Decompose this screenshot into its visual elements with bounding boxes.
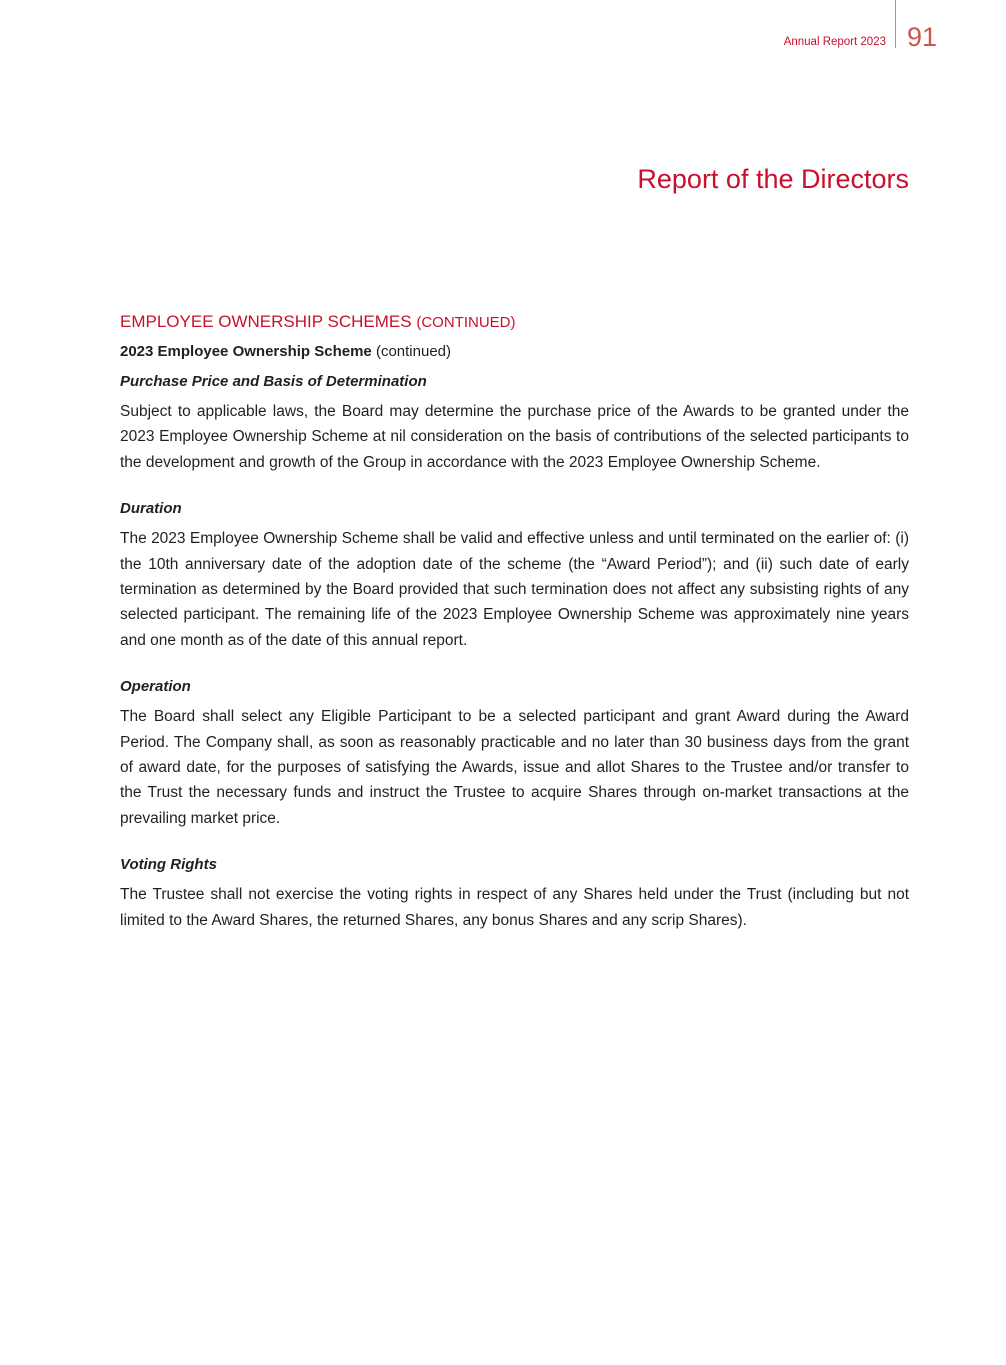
topic-paragraph: Subject to applicable laws, the Board may determine the purchase price of the Awards to be granted under the 2023 Employee Ownership Scheme at nil consideration on the basis of contributions of the selected participants to the development and growth of the Group in accordance with the 2023 Employee Ownership Scheme. <box>120 403 909 471</box>
topic-duration <box>120 498 909 653</box>
report-label: Annual Report 2023 <box>783 36 886 48</box>
topic-title: Purchase Price and Basis of Determination <box>120 373 427 390</box>
page-title: Report of the Directors <box>637 164 909 194</box>
topic-paragraph: The Board shall select any Eligible Participant to be a selected participant and grant Award during the Award Period. The Company shall, as soon as reasonably practicable and no later than 30 business days from the grant of award date, for the purposes of satisfying the Awards, issue and allot Shares to the Trustee and/or transfer to the Trust the necessary funds and instruct the Trustee to acquire Shares through on-market transactions at the prevailing market price. <box>120 708 909 827</box>
topic-purchase-price <box>120 371 909 475</box>
topic-title: Operation <box>120 678 191 696</box>
spacer <box>120 653 909 676</box>
scheme-subheading <box>120 341 909 363</box>
page-number: 91 <box>907 22 938 52</box>
spacer <box>120 831 909 854</box>
scheme-subheading-suffix: (continued) <box>375 343 451 360</box>
scheme-subheading-text: 2023 Employee Ownership Scheme <box>120 343 372 360</box>
section-heading <box>120 311 909 334</box>
spacer <box>120 475 909 498</box>
section-heading-text: EMPLOYEE OWNERSHIP SCHEMES <box>120 312 412 331</box>
topic-title: Duration <box>120 500 182 518</box>
topic-paragraph: The 2023 Employee Ownership Scheme shall be valid and effective unless and until terminated on the earlier of: (i) the 10th anniversary date of the adoption date of the scheme (the “Award Period”); and (ii) such date of early termination as determined by the Board provided that such termination does not affect any subsisting rights of any selected participant. The remaining life of the 2023 Employee Ownership Scheme was approximately nine years and one month as of the date of this annual report. <box>120 530 909 649</box>
main-content <box>120 311 909 933</box>
topic-paragraph: The Trustee shall not exercise the voting rights in respect of any Shares held under the Trust (including but not limited to the Award Shares, the returned Shares, any bonus Shares and any scrip Shares). <box>120 886 909 929</box>
topic-voting-rights <box>120 854 909 933</box>
header-divider <box>895 0 896 48</box>
topic-operation <box>120 676 909 831</box>
topic-title: Voting Rights <box>120 856 217 874</box>
section-heading-suffix: (CONTINUED) <box>416 314 516 331</box>
